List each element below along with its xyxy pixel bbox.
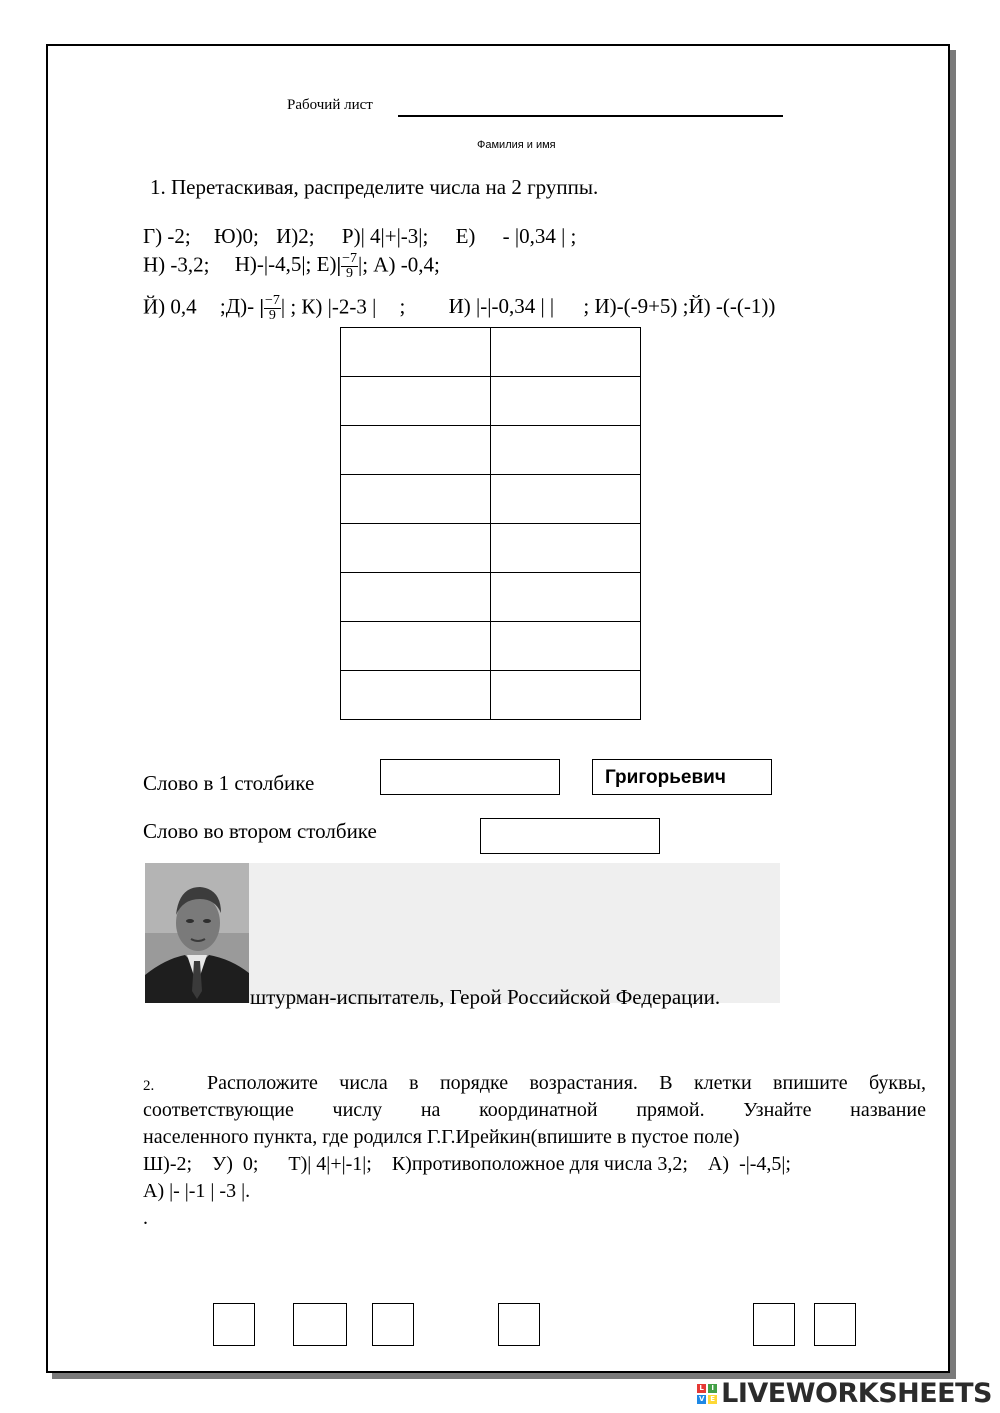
task2-number: 2. (143, 1078, 155, 1094)
word-col2-input[interactable] (480, 818, 660, 854)
drop-cell-col2[interactable] (491, 573, 641, 622)
grid-row (341, 475, 641, 524)
grid-row (341, 573, 641, 622)
letter-cell-2[interactable] (293, 1303, 347, 1346)
drop-cell-col1[interactable] (341, 426, 491, 475)
logo-mark-icon (697, 1384, 717, 1404)
grid-row (341, 377, 641, 426)
letter-cell-3[interactable] (372, 1303, 414, 1346)
drop-cell-col1[interactable] (341, 475, 491, 524)
abs-bar-right: | (358, 252, 363, 277)
drop-cell-col2[interactable] (491, 475, 641, 524)
task2-text-line3: населенного пункта, где родился Г.Г.Ирейкин(впишите в пустое поле) (143, 1126, 740, 1148)
item-e-abs[interactable]: - |0,34 | ; (502, 224, 577, 248)
drop-cell-col2[interactable] (491, 328, 641, 377)
item-e-label[interactable]: Е) (455, 224, 476, 248)
item-y-0-4[interactable]: Й) 0,4 (143, 294, 197, 319)
task2-numbers-line2: А) |- |-1 | -3 |. (143, 1180, 251, 1202)
logo-square: V (698, 1394, 705, 1403)
grid-row (341, 524, 641, 573)
task1-numbers-line2 (143, 252, 440, 281)
drop-cell-col1[interactable] (341, 524, 491, 573)
name-underline (398, 115, 783, 117)
drop-cell-col2[interactable] (491, 622, 641, 671)
fraction-minus7-9: $\frac{-7}{9}$ (342, 251, 357, 281)
task2-numbers-line: Ш)-2; У) 0; Т)| 4|+|-1|; К)противоположное для числа 3,2; А) -|-4,5|; (143, 1153, 791, 1175)
item-g-minus2[interactable]: Г) -2; (143, 224, 191, 248)
item-i-expr[interactable]: ; И)-(-9+5) ;Й) -(-(-1)) (583, 294, 776, 319)
letter-cell-6[interactable] (814, 1303, 856, 1346)
grid-row (341, 328, 641, 377)
item-k-abs[interactable]: | ; К) |-2-3 | (280, 294, 377, 319)
word-col1-label: Слово в 1 столбике (143, 771, 315, 795)
drop-cell-col2[interactable] (491, 377, 641, 426)
item-i-two[interactable]: И)2; (276, 224, 315, 248)
grid-row (341, 671, 641, 720)
task1-title: 1. Перетаскивая, распределите числа на 2 группы. (150, 175, 599, 199)
drop-cell-col2[interactable] (491, 524, 641, 573)
separator-semicolon: ; (399, 294, 406, 319)
drop-cell-col2[interactable] (491, 426, 641, 475)
item-r-abs-sum[interactable]: Р)| 4|+|-3|; (341, 224, 429, 248)
item-d-label[interactable]: ;Д)- (219, 294, 255, 319)
item-yu-zero[interactable]: Ю)0; (213, 224, 259, 248)
drop-cell-col1[interactable] (341, 377, 491, 426)
letter-cell-4[interactable] (498, 1303, 540, 1346)
drop-cell-col2[interactable] (491, 671, 641, 720)
logo-square: L (697, 1384, 706, 1393)
drop-cell-col1[interactable] (341, 328, 491, 377)
logo-square: I (708, 1384, 717, 1393)
portrait-photo (145, 863, 249, 1003)
word-col2-label: Слово во втором столбике (143, 819, 377, 843)
item-n-minus3-2[interactable]: Н) -3,2; (143, 252, 210, 277)
abs-bar-left: | (259, 294, 264, 319)
grid-row (341, 622, 641, 671)
drop-cell-col1[interactable] (341, 671, 491, 720)
portrait-caption: штурман-испытатель, Герой Российской Федерации. (250, 985, 721, 1009)
fraction-minus7-9: $\frac{-7}{9}$ (264, 293, 280, 323)
item-a-minus0-4[interactable]: ; А) -0,4; (362, 252, 440, 277)
task1-numbers-line3 (143, 294, 775, 323)
word-col1-input[interactable] (380, 759, 560, 795)
drop-cell-col1[interactable] (341, 622, 491, 671)
logo-square: E (708, 1395, 717, 1404)
abs-bar-left: | (336, 252, 342, 277)
letter-cell-5[interactable] (753, 1303, 795, 1346)
task1-numbers-line1 (143, 224, 576, 249)
task2-text-line2: соответствующие числу на координатной прямой. Узнайте название (143, 1099, 926, 1121)
task2-text-line1: Расположите числа в порядке возрастания. В клетки впишите буквы, (207, 1072, 926, 1094)
logo-text: LIVEWORKSHEETS (721, 1378, 992, 1409)
patronymic-text: Григорьевич (605, 767, 726, 788)
task2-dot: . (143, 1207, 148, 1229)
letter-cell-1[interactable] (213, 1303, 255, 1346)
grid-row (341, 426, 641, 475)
item-i-abs-0-34[interactable]: И) |-|-0,34 | | (448, 294, 555, 319)
sort-grid (340, 327, 641, 720)
patronymic-box (592, 759, 772, 795)
worksheet-label: Рабочий лист (287, 97, 373, 113)
item-n-abs-4-5[interactable]: Н)-|-4,5|; Е) (234, 252, 337, 277)
name-caption: Фамилия и имя (477, 139, 556, 151)
drop-cell-col1[interactable] (341, 573, 491, 622)
liveworksheets-logo[interactable] (697, 1378, 992, 1409)
